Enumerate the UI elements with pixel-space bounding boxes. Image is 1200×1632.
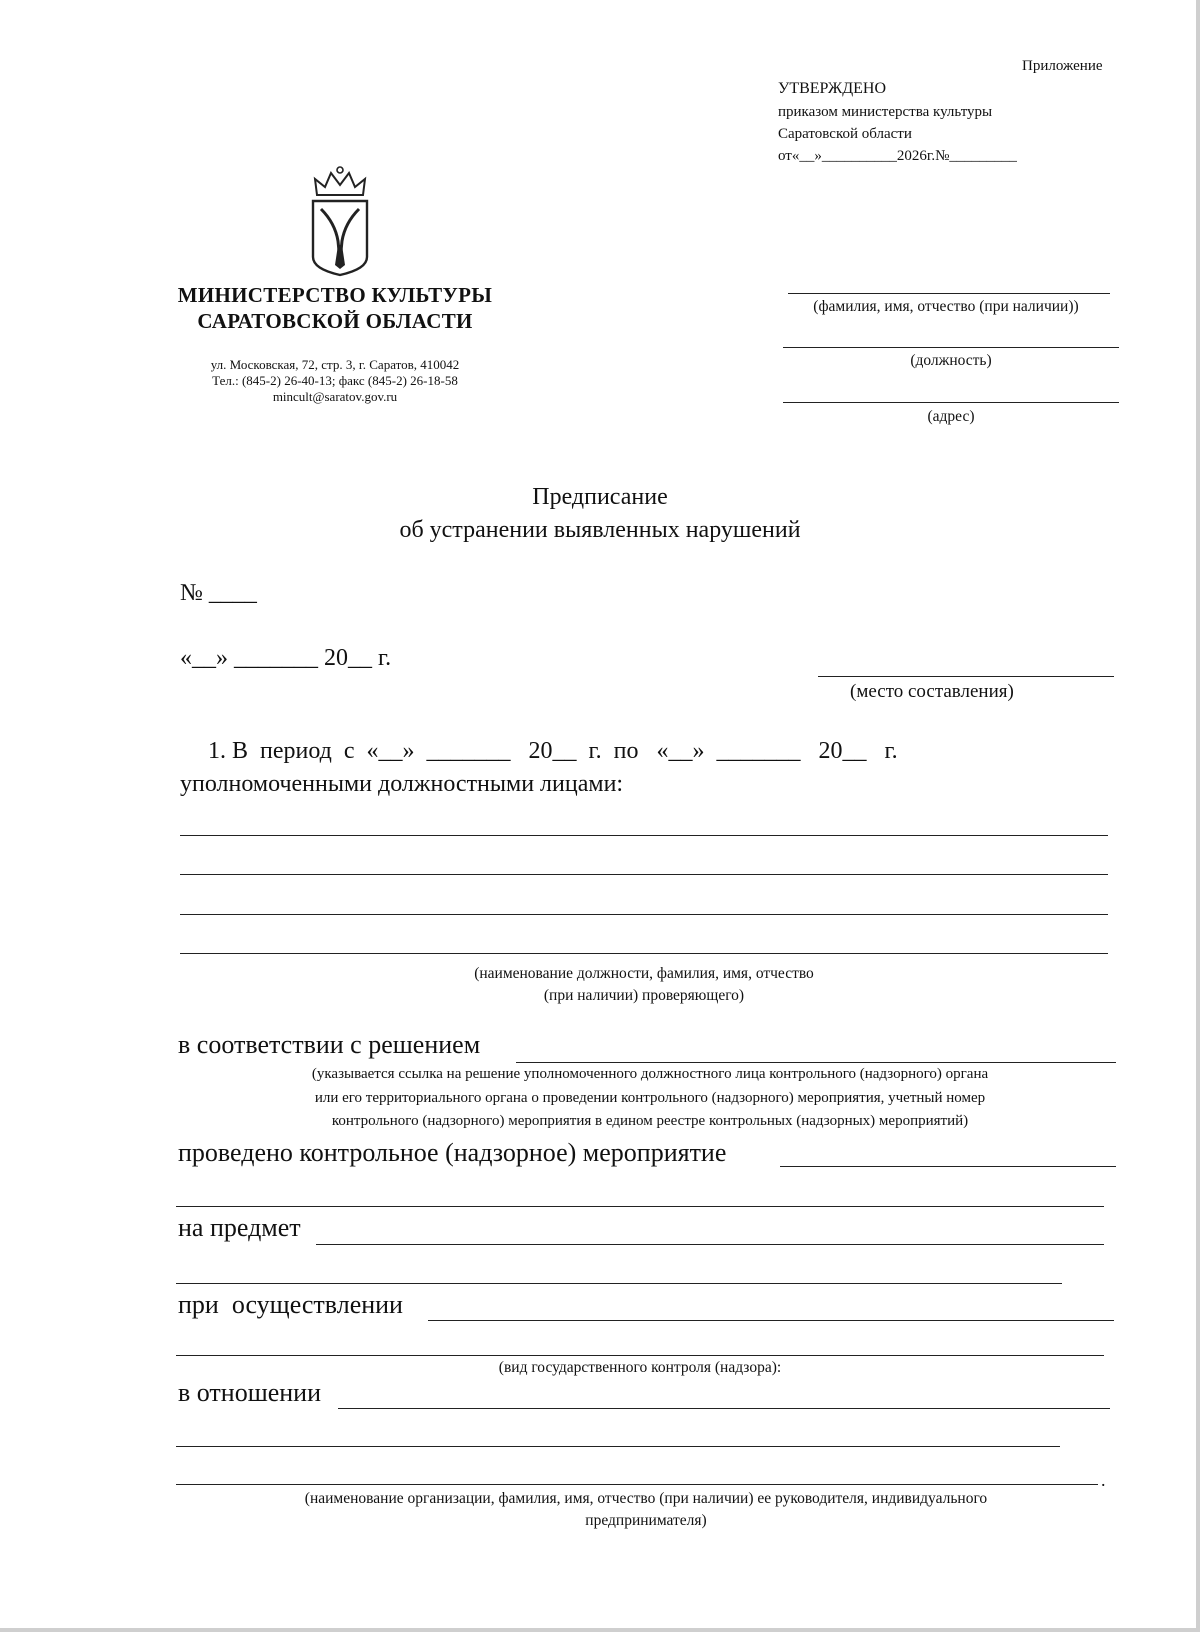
- regarding-line-2: [176, 1446, 1060, 1447]
- regarding-label: в отношении: [178, 1378, 322, 1407]
- event-line-1: [780, 1166, 1116, 1167]
- event-line-2: [176, 1206, 1104, 1207]
- recipient-name-line: [788, 293, 1110, 294]
- subject-line-1: [316, 1244, 1104, 1245]
- ministry-email: mincult@saratov.gov.ru: [272, 389, 398, 404]
- decision-caption-1: (указывается ссылка на решение уполномоченного должностного лица контрольного (надзорного) органа: [311, 1066, 989, 1082]
- document-subtitle: об устранении выявленных нарушений: [399, 517, 801, 543]
- regarding-line-3: [176, 1484, 1098, 1485]
- ministry-name-line-1: МИНИСТЕРСТВО КУЛЬТУРЫ: [177, 283, 493, 307]
- officials-line-4: [180, 953, 1108, 954]
- subject-label: на предмет: [178, 1213, 301, 1242]
- officials-line-3: [180, 914, 1108, 915]
- place-line: [818, 676, 1114, 677]
- order-date-line: от«__»__________2026г.№_________: [778, 148, 1017, 164]
- regarding-end-dot: .: [1101, 1470, 1106, 1490]
- recipient-position-line: [783, 347, 1119, 348]
- event-label: проведено контрольное (надзорное) мероприятие: [178, 1138, 727, 1167]
- officials-label: уполномоченными должностными лицами:: [180, 771, 624, 797]
- subject-line-2: [176, 1283, 1062, 1284]
- document-title: Предписание: [532, 484, 668, 510]
- decision-label: в соответствии с решением: [178, 1030, 481, 1059]
- document-date: «__» _______ 20__ г.: [180, 645, 392, 671]
- exercise-line-1: [428, 1320, 1114, 1321]
- document-number: № ____: [180, 580, 257, 606]
- officials-line-2: [180, 874, 1108, 875]
- officials-line-1: [180, 835, 1108, 836]
- officials-caption-2: (при наличии) проверяющего): [543, 987, 745, 1004]
- recipient-position-caption: (должность): [910, 352, 992, 369]
- officials-caption-1: (наименование должности, фамилия, имя, отчество: [474, 965, 814, 982]
- coat-of-arms-icon: [305, 165, 375, 277]
- recipient-address-line: [783, 402, 1119, 403]
- org-caption-2: предпринимателя): [585, 1512, 707, 1529]
- control-caption: (вид государственного контроля (надзора):: [498, 1359, 782, 1376]
- ministry-address: ул. Московская, 72, стр. 3, г. Саратов, 410042: [210, 357, 460, 372]
- ministry-phones: Тел.: (845-2) 26-40-13; факс (845-2) 26-18-58: [212, 373, 458, 388]
- approved-label: УТВЕРЖДЕНО: [778, 80, 887, 97]
- period-line: 1. В период с «__» _______ 20__ г. по «__» _______ 20__ г.: [208, 738, 898, 764]
- order-line-2: Саратовской области: [778, 126, 912, 142]
- appendix-label: Приложение: [1022, 58, 1103, 74]
- decision-caption-2: или его территориального органа о проведении контрольного (надзорного) мероприятия, учетный номер: [314, 1090, 986, 1106]
- decision-caption-3: контрольного (надзорного) мероприятия в едином реестре контрольных (надзорных) мероприятий): [331, 1113, 969, 1129]
- exercise-line-2: [176, 1355, 1104, 1356]
- decision-line: [516, 1062, 1116, 1063]
- recipient-address-caption: (адрес): [927, 408, 975, 425]
- recipient-name-caption: (фамилия, имя, отчество (при наличии)): [813, 298, 1079, 315]
- regarding-line-1: [338, 1408, 1110, 1409]
- exercise-label: при осуществлении: [178, 1290, 403, 1319]
- org-caption-1: (наименование организации, фамилия, имя, отчество (при наличии) ее руководителя, индивидуального: [304, 1490, 988, 1507]
- order-line-1: приказом министерства культуры: [778, 104, 993, 120]
- ministry-name-line-2: САРАТОВСКОЙ ОБЛАСТИ: [197, 309, 473, 333]
- place-caption: (место составления): [850, 681, 1014, 702]
